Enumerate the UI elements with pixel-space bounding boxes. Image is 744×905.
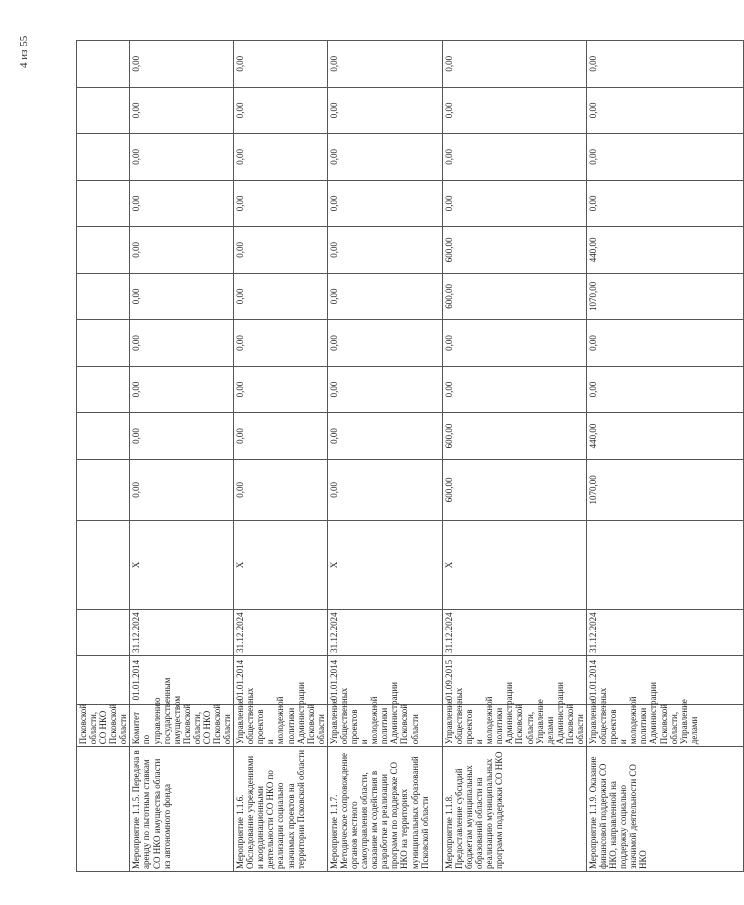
amount-cell: 0,00	[586, 180, 743, 227]
amount-cell: 0,00	[586, 134, 743, 181]
amount-cell: 0,00	[234, 134, 328, 181]
amount-cell: 0,00	[586, 87, 743, 134]
amount-cell: 0,00	[327, 87, 442, 134]
indicator-cell: X	[327, 521, 442, 610]
amount-cell: 0,00	[234, 227, 328, 274]
end-date-cell: 31.12.2024	[442, 609, 586, 656]
amount-cell: 0,00	[130, 87, 234, 134]
measure-name-cell: Мероприятие 1.1.8. Предоставление субсидий бюджетам муниципальных образований области на реализацию муниципальных программ поддержки СО НКО	[442, 747, 586, 872]
amount-cell: 0,00	[442, 180, 586, 227]
amount-cell: 1070,00	[586, 273, 743, 320]
amount-cell: 0,00	[234, 273, 328, 320]
amount-cell: 0,00	[327, 320, 442, 367]
amount-cell: 0,00	[327, 180, 442, 227]
amount-cell: 600,00	[442, 413, 586, 460]
measures-table	[76, 40, 744, 872]
end-date-cell	[77, 609, 130, 656]
indicator-cell: X	[130, 521, 234, 610]
indicator-cell: X	[442, 521, 586, 610]
executor-cell: Управление общественных проектов и молодежной политики Администрации Псковской области	[234, 704, 328, 746]
rotated-table-area	[76, 40, 699, 872]
start-date-cell: 01.01.2014	[586, 656, 743, 705]
amount-cell: 0,00	[442, 366, 586, 413]
amount-cell: 0,00	[327, 459, 442, 520]
amount-cell: 0,00	[442, 41, 586, 88]
table-row	[586, 41, 743, 872]
amount-cell: 0,00	[234, 459, 328, 520]
measure-name-cell: Мероприятие 1.1.9. Оказание финансовой поддержки СО НКО, направленной на поддержку социально значимой деятельности СО НКО	[586, 747, 743, 872]
amount-cell: 0,00	[442, 320, 586, 367]
amount-cell: 0,00	[130, 41, 234, 88]
amount-cell: 0,00	[234, 413, 328, 460]
amount-cell: 0,00	[234, 180, 328, 227]
amount-cell: 0,00	[130, 227, 234, 274]
amount-cell: 0,00	[442, 134, 586, 181]
measure-name-cell: Мероприятие 1.1.6. Обследование учреждениями и координационными деятельности СО НКО по реализации социально значимых проектов на территории Псковской области	[234, 747, 328, 872]
amount-cell	[77, 87, 130, 134]
amount-cell	[77, 41, 130, 88]
amount-cell: 440,00	[586, 227, 743, 274]
amount-cell: 0,00	[586, 366, 743, 413]
amount-cell: 600,00	[442, 273, 586, 320]
amount-cell: 0,00	[586, 320, 743, 367]
end-date-cell: 31.12.2024	[234, 609, 328, 656]
amount-cell: 0,00	[130, 459, 234, 520]
amount-cell: 0,00	[327, 41, 442, 88]
amount-cell: 600,00	[442, 459, 586, 520]
start-date-cell	[77, 656, 130, 705]
table-row	[234, 41, 328, 872]
start-date-cell: 01.09.2015	[442, 656, 586, 705]
amount-cell: 0,00	[327, 227, 442, 274]
table-row	[77, 41, 130, 872]
amount-cell: 0,00	[234, 366, 328, 413]
indicator-cell	[77, 521, 130, 610]
amount-cell: 0,00	[234, 320, 328, 367]
amount-cell: 1070,00	[586, 459, 743, 520]
amount-cell	[77, 459, 130, 520]
start-date-cell: 01.01.2014	[234, 656, 328, 705]
end-date-cell: 31.12.2024	[130, 609, 234, 656]
amount-cell: 0,00	[586, 41, 743, 88]
amount-cell: 0,00	[130, 366, 234, 413]
executor-cell: Псковской области, СО НКО Псковской области	[77, 704, 130, 746]
indicator-cell: X	[234, 521, 328, 610]
page-number: 4 из 55	[18, 36, 30, 69]
amount-cell	[77, 320, 130, 367]
amount-cell: 0,00	[442, 87, 586, 134]
table-container	[76, 40, 699, 872]
executor-cell: Управление общественных проектов и молодежной политики Администрации Псковской области	[327, 704, 442, 746]
amount-cell	[77, 366, 130, 413]
amount-cell	[77, 413, 130, 460]
measure-name-cell	[77, 747, 130, 872]
amount-cell: 0,00	[327, 366, 442, 413]
table-row	[442, 41, 586, 872]
amount-cell: 0,00	[327, 273, 442, 320]
measure-name-cell: Мероприятие 1.1.7. Методическое сопровождение органов местного самоуправления области, оказание им содействия в разработке и реализации программ по поддержке СО НКО на территориях муниципальных образований Псковской области	[327, 747, 442, 872]
amount-cell: 0,00	[327, 413, 442, 460]
amount-cell: 600,00	[442, 227, 586, 274]
amount-cell: 0,00	[234, 87, 328, 134]
executor-cell: Управление общественных проектов и молодежной политики Администрации Псковской области, Управление делами Администрации Псковской области	[442, 704, 586, 746]
start-date-cell: 01.01.2014	[130, 656, 234, 705]
measure-name-cell: Мероприятие 1.1.5. Передача в аренду по льготным ставкам СО НКО имущества области из автономного фонда	[130, 747, 234, 872]
start-date-cell: 01.01.2014	[327, 656, 442, 705]
amount-cell	[77, 134, 130, 181]
amount-cell: 0,00	[130, 180, 234, 227]
amount-cell: 0,00	[130, 320, 234, 367]
indicator-cell	[586, 521, 743, 610]
amount-cell: 0,00	[130, 413, 234, 460]
executor-cell: Комитет по управлению государственным имуществом Псковской области, СО НКО Псковской области	[130, 704, 234, 746]
amount-cell	[77, 180, 130, 227]
table-row	[130, 41, 234, 872]
amount-cell	[77, 227, 130, 274]
amount-cell: 0,00	[234, 41, 328, 88]
end-date-cell: 31.12.2024	[327, 609, 442, 656]
amount-cell: 0,00	[130, 134, 234, 181]
amount-cell	[77, 273, 130, 320]
amount-cell: 0,00	[130, 273, 234, 320]
amount-cell: 0,00	[327, 134, 442, 181]
end-date-cell: 31.12.2024	[586, 609, 743, 656]
amount-cell: 440,00	[586, 413, 743, 460]
executor-cell: Управление общественных проектов и молодежной политики Администрации Псковской области, Управление делами	[586, 704, 743, 746]
table-row	[327, 41, 442, 872]
